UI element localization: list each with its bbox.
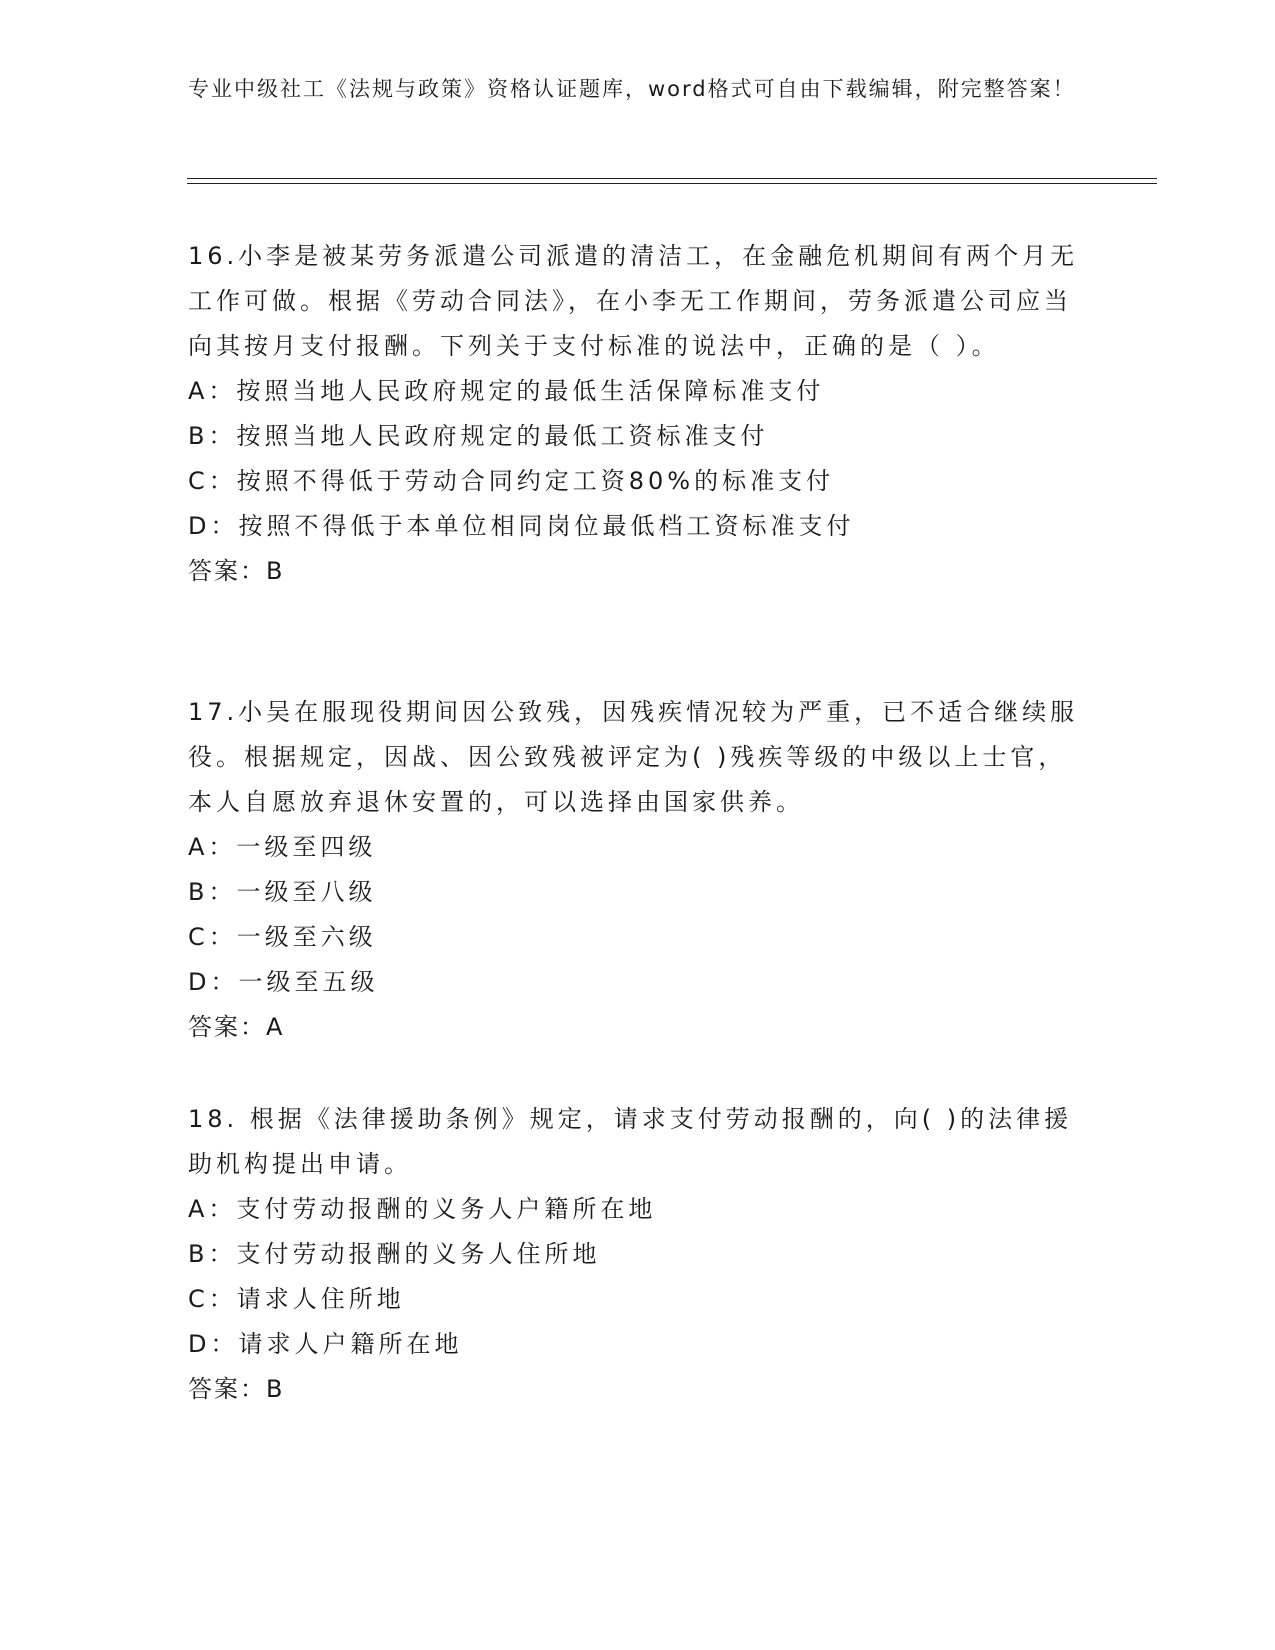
header-divider-top — [187, 178, 1157, 179]
option-c: C：一级至六级 — [188, 923, 377, 951]
question-16 — [188, 234, 1088, 594]
option-b: B：支付劳动报酬的义务人住所地 — [188, 1240, 601, 1268]
header-divider-bottom — [187, 183, 1157, 184]
question-stem: 18. 根据《法律援助条例》规定，请求支付劳动报酬的，向( )的法律援助机构提出申请。 — [188, 1105, 1073, 1178]
option-c: C：按照不得低于劳动合同约定工资80%的标准支付 — [188, 467, 835, 495]
question-stem: 16.小李是被某劳务派遣公司派遣的清洁工，在金融危机期间有两个月无工作可做。根据《劳动合同法》，在小李无工作期间，劳务派遣公司应当向其按月支付报酬。下列关于支付标准的说法中，正确的是（ ）。 — [188, 242, 1079, 360]
document-header: 专业中级社工《法规与政策》资格认证题库，word格式可自由下载编辑，附完整答案！ — [188, 77, 1076, 101]
option-a: A：一级至四级 — [188, 833, 377, 861]
question-18 — [188, 1097, 1088, 1412]
answer: 答案：B — [188, 557, 285, 585]
question-17 — [188, 690, 1088, 1050]
option-a: A：按照当地人民政府规定的最低生活保障标准支付 — [188, 377, 825, 405]
answer: 答案：B — [188, 1375, 285, 1403]
option-b: B：按照当地人民政府规定的最低工资标准支付 — [188, 422, 769, 450]
option-d: D：请求人户籍所在地 — [188, 1330, 463, 1358]
option-b: B：一级至八级 — [188, 878, 377, 906]
option-a: A：支付劳动报酬的义务人户籍所在地 — [188, 1195, 657, 1223]
option-d: D：按照不得低于本单位相同岗位最低档工资标准支付 — [188, 512, 855, 540]
option-c: C：请求人住所地 — [188, 1285, 405, 1313]
answer: 答案：A — [188, 1013, 285, 1041]
question-stem: 17.小吴在服现役期间因公致残，因残疾情况较为严重，已不适合继续服役。根据规定，因战、因公致残被评定为( )残疾等级的中级以上士官，本人自愿放弃退休安置的，可以选择由国家供养。 — [188, 698, 1079, 816]
option-d: D：一级至五级 — [188, 968, 379, 996]
